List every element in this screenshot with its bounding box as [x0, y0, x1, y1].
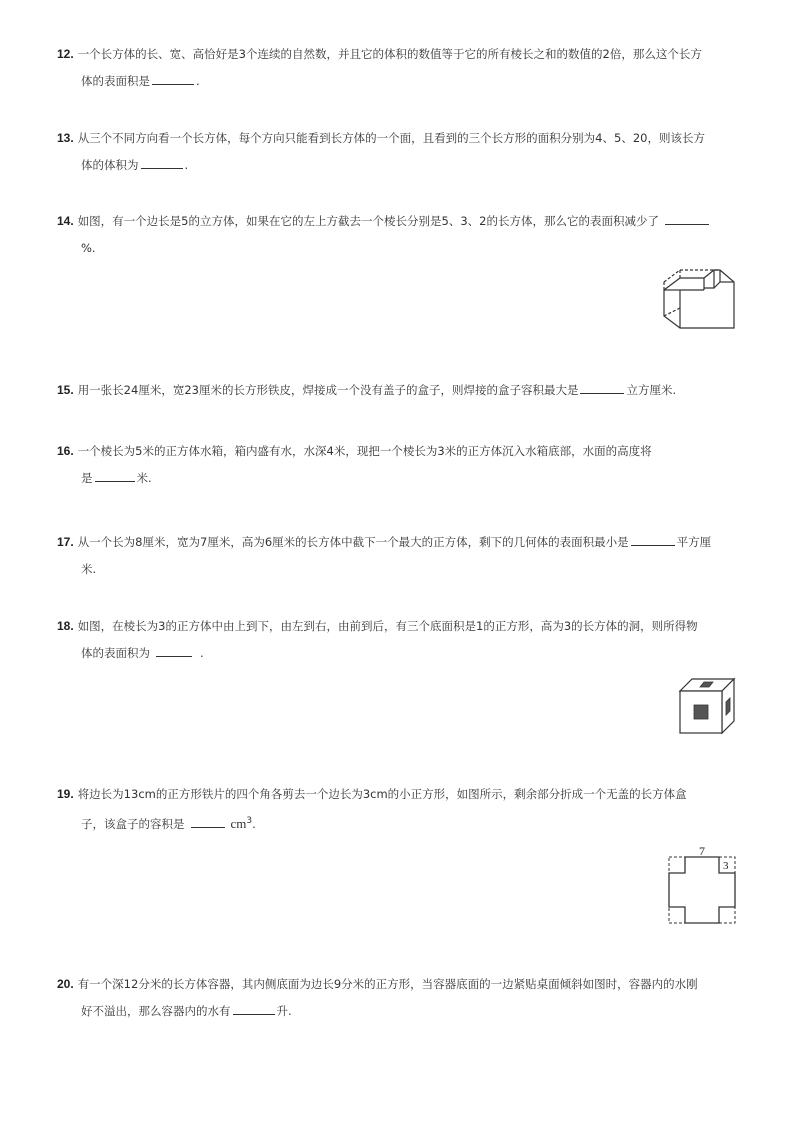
question-text: 好不溢出，那么容器内的水有	[81, 1004, 231, 1018]
unit-text: cm	[230, 815, 247, 831]
answer-blank[interactable]	[95, 471, 135, 482]
question-text: 体的体积为	[81, 158, 139, 172]
question-text: 用一张长24厘米，宽23厘米的长方形铁皮，焊接成一个没有盖子的盒子，则焊接的盒子容积最大是	[77, 383, 579, 397]
question-text: 体的表面积为	[81, 646, 150, 660]
question-text: 米.	[81, 562, 97, 576]
question-text: .	[200, 646, 204, 660]
answer-blank[interactable]	[665, 214, 709, 225]
question-text: .	[252, 816, 256, 831]
figure-label-top: 7	[699, 844, 705, 858]
answer-blank[interactable]	[191, 817, 225, 828]
question-text: 如图，在棱长为3的正方体中由上到下，由左到右，由前到后，有三个底面积是1的正方形，高为3的长方体的洞，则所得物	[77, 619, 698, 633]
answer-blank[interactable]	[580, 383, 624, 394]
answer-blank[interactable]	[631, 535, 675, 546]
question-text: 米.	[136, 471, 152, 485]
question-text: 升.	[276, 1004, 292, 1018]
question-text: 体的表面积是	[81, 74, 150, 88]
question-text: 子，该盒子的容积是	[81, 816, 185, 831]
question-number: 20.	[57, 977, 74, 991]
unit-exponent: 3	[246, 816, 253, 826]
cube-with-holes-figure	[678, 677, 738, 737]
cube-cutout-figure	[662, 268, 738, 332]
question-number: 13.	[57, 131, 74, 145]
question-number: 14.	[57, 214, 74, 228]
answer-blank[interactable]	[152, 74, 194, 85]
cross-shape-figure	[664, 843, 740, 925]
question-text: 一个长方体的长、宽、高恰好是3个连续的自然数，并且它的体积的数值等于它的所有棱长之和的数值的2倍，那么这个长方	[77, 47, 702, 61]
question-text: 是	[81, 471, 93, 485]
answer-blank[interactable]	[156, 646, 192, 657]
question-text: .	[196, 74, 200, 88]
question-text: 平方厘	[676, 535, 712, 549]
question-text: 将边长为13cm的正方形铁片的四个角各剪去一个边长为3cm的小正方形，如图所示，剩余部分折成一个无盖的长方体盒	[77, 787, 687, 801]
figure-label-side: 3	[723, 860, 729, 872]
question-text: 一个棱长为5米的正方体水箱，箱内盛有水，水深4米，现把一个棱长为3米的正方体沉入水箱底部，水面的高度将	[77, 444, 652, 458]
question-text: 从三个不同方向看一个长方体，每个方向只能看到长方体的一个面，且看到的三个长方形的面积分别为4、5、20，则该长方	[77, 131, 705, 145]
question-text: 如图，有一个边长是5的立方体，如果在它的左上方截去一个棱长分别是5、3、2的长方体，那么它的表面积减少了	[77, 214, 659, 228]
question-number: 15.	[57, 383, 74, 397]
answer-blank[interactable]	[141, 158, 183, 169]
question-text: 立方厘米.	[626, 383, 677, 397]
question-number: 17.	[57, 535, 74, 549]
question-number: 19.	[57, 787, 74, 801]
question-number: 18.	[57, 619, 74, 633]
question-number: 12.	[57, 47, 74, 61]
question-text: 从一个长为8厘米，宽为7厘米，高为6厘米的长方体中截下一个最大的正方体，剩下的几何体的表面积最小是	[77, 535, 629, 549]
question-text: .	[184, 158, 189, 172]
question-text: %.	[81, 241, 96, 255]
answer-blank[interactable]	[233, 1004, 275, 1015]
question-number: 16.	[57, 444, 74, 458]
question-text: 有一个深12分米的长方体容器，其内侧底面为边长9分米的正方形，当容器底面的一边紧贴桌面倾斜如图时，容器内的水刚	[77, 977, 698, 991]
